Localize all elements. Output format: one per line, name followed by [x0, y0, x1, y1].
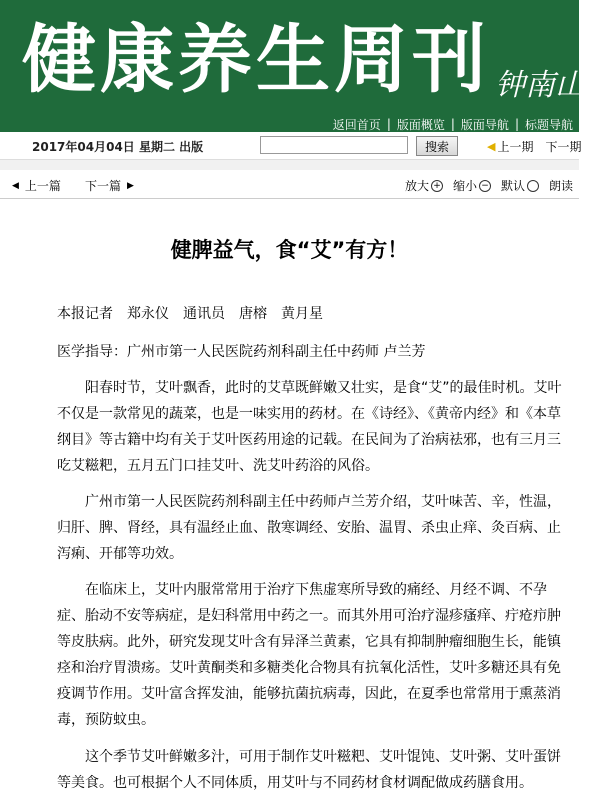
byline-name-2: 黄月星	[281, 306, 323, 322]
zoom-controls	[405, 177, 583, 194]
prev-issue-link[interactable]: 上一期	[497, 140, 534, 154]
nav-page-nav-link[interactable]: 版面导航	[460, 117, 509, 132]
zoom-out-control[interactable]: 缩小 −	[453, 177, 491, 194]
default-size-control[interactable]: 默认	[501, 177, 539, 194]
article-headline: 健脾益气，食“艾”有方！	[170, 238, 409, 262]
medical-guide-line: 医学指导：广州市第一人民医院药剂科副主任中药师 卢兰芳	[57, 344, 426, 360]
top-nav-bar	[0, 116, 579, 132]
article-body	[0, 199, 579, 798]
read-aloud-control[interactable]: 朗读	[549, 179, 574, 193]
article-prev-next	[12, 177, 134, 194]
article-paragraph-4: 这个季节艾叶鲜嫩多汁，可用于制作艾叶糍粑、艾叶馄饨、艾叶粥、艾叶蛋饼等美食。也可根据个人不同体质，用艾叶与不同药材食材调配做成药膳食用。	[57, 749, 561, 791]
issue-date: 2017年04月04日 星期二 出版	[32, 140, 204, 154]
byline-name-reporter: 郑永仪	[127, 306, 169, 322]
plus-circle-icon: +	[431, 180, 443, 192]
triangle-right-icon: ▶	[126, 180, 134, 191]
byline-name-1: 唐榕	[239, 306, 267, 322]
next-issue-link[interactable]: 下一期	[545, 140, 582, 154]
article-toolbar	[0, 170, 579, 199]
nav-overview-link[interactable]: 版面概览	[396, 117, 445, 132]
zoom-in-control[interactable]: 放大 +	[405, 177, 443, 194]
masthead-title: 健康养生周刊	[22, 17, 490, 103]
article-paragraph-1: 阳春时节，艾叶飘香，此时的艾草既鲜嫩又壮实，是食“艾”的最佳时机。艾叶不仅是一款常见的蔬菜，也是一味实用的药材。在《诗经》、《黄帝内经》和《本草纲目》等古籍中均有关于艾叶医药用途的记载。在民间为了治病祛邪，也有三月三吃艾糍粑，五月五门口挂艾叶、洗艾叶药浴的风俗。	[57, 380, 562, 474]
search-input[interactable]	[260, 136, 408, 154]
prev-article-link[interactable]: 上一篇	[24, 179, 61, 193]
nav-title-nav-link[interactable]: 标题导航	[524, 117, 573, 132]
article-paragraph-3: 在临床上，艾叶内服常常用于治疗下焦虚寒所导致的痛经、月经不调、不孕症、胎动不安等病症，是妇科常用中药之一。而其外用可治疗湿疹瘙痒、疔疮疖肿等皮肤病。此外，研究发现艾叶含有异泽兰黄素，它具有抑制肿瘤细胞生长，能镇痉和治疗胃溃疡。艾叶黄酮类和多糖类化合物具有抗氧化活性，艾叶多糖还具有免疫调节作用。艾叶富含挥发油，能够抗菌抗病毒，因此，在夏季也常常用于熏蒸消毒，预防蚊虫。	[57, 582, 561, 728]
article-paragraph-2: 广州市第一人民医院药剂科副主任中药师卢兰芳介绍，艾叶味苦、辛，性温，归肝、脾、肾经，具有温经止血、散寒调经、安胎、温胃、杀虫止痒、灸百病、止泻痢、开郁等功效。	[57, 494, 561, 562]
masthead-signature: 钟南山题	[495, 68, 615, 103]
next-article-link[interactable]: 下一篇	[84, 179, 121, 193]
top-nav-links: 返回首页 | 版面概览 | 版面导航 | 标题导航	[327, 116, 579, 132]
search-button[interactable]: 搜索	[416, 136, 458, 156]
arrow-left-icon: ◀	[487, 140, 496, 153]
radio-circle-icon	[527, 180, 539, 192]
date-search-toolbar	[0, 133, 582, 160]
masthead	[0, 0, 615, 116]
triangle-left-icon: ◀	[12, 180, 19, 191]
article-byline	[57, 303, 337, 323]
byline-role-correspondent: 通讯员	[183, 306, 225, 322]
separator-band	[0, 160, 579, 170]
nav-home-link[interactable]: 返回首页	[332, 117, 381, 132]
minus-circle-icon: −	[479, 180, 491, 192]
byline-role-reporter: 本报记者	[57, 306, 113, 322]
issue-nav	[487, 138, 582, 155]
